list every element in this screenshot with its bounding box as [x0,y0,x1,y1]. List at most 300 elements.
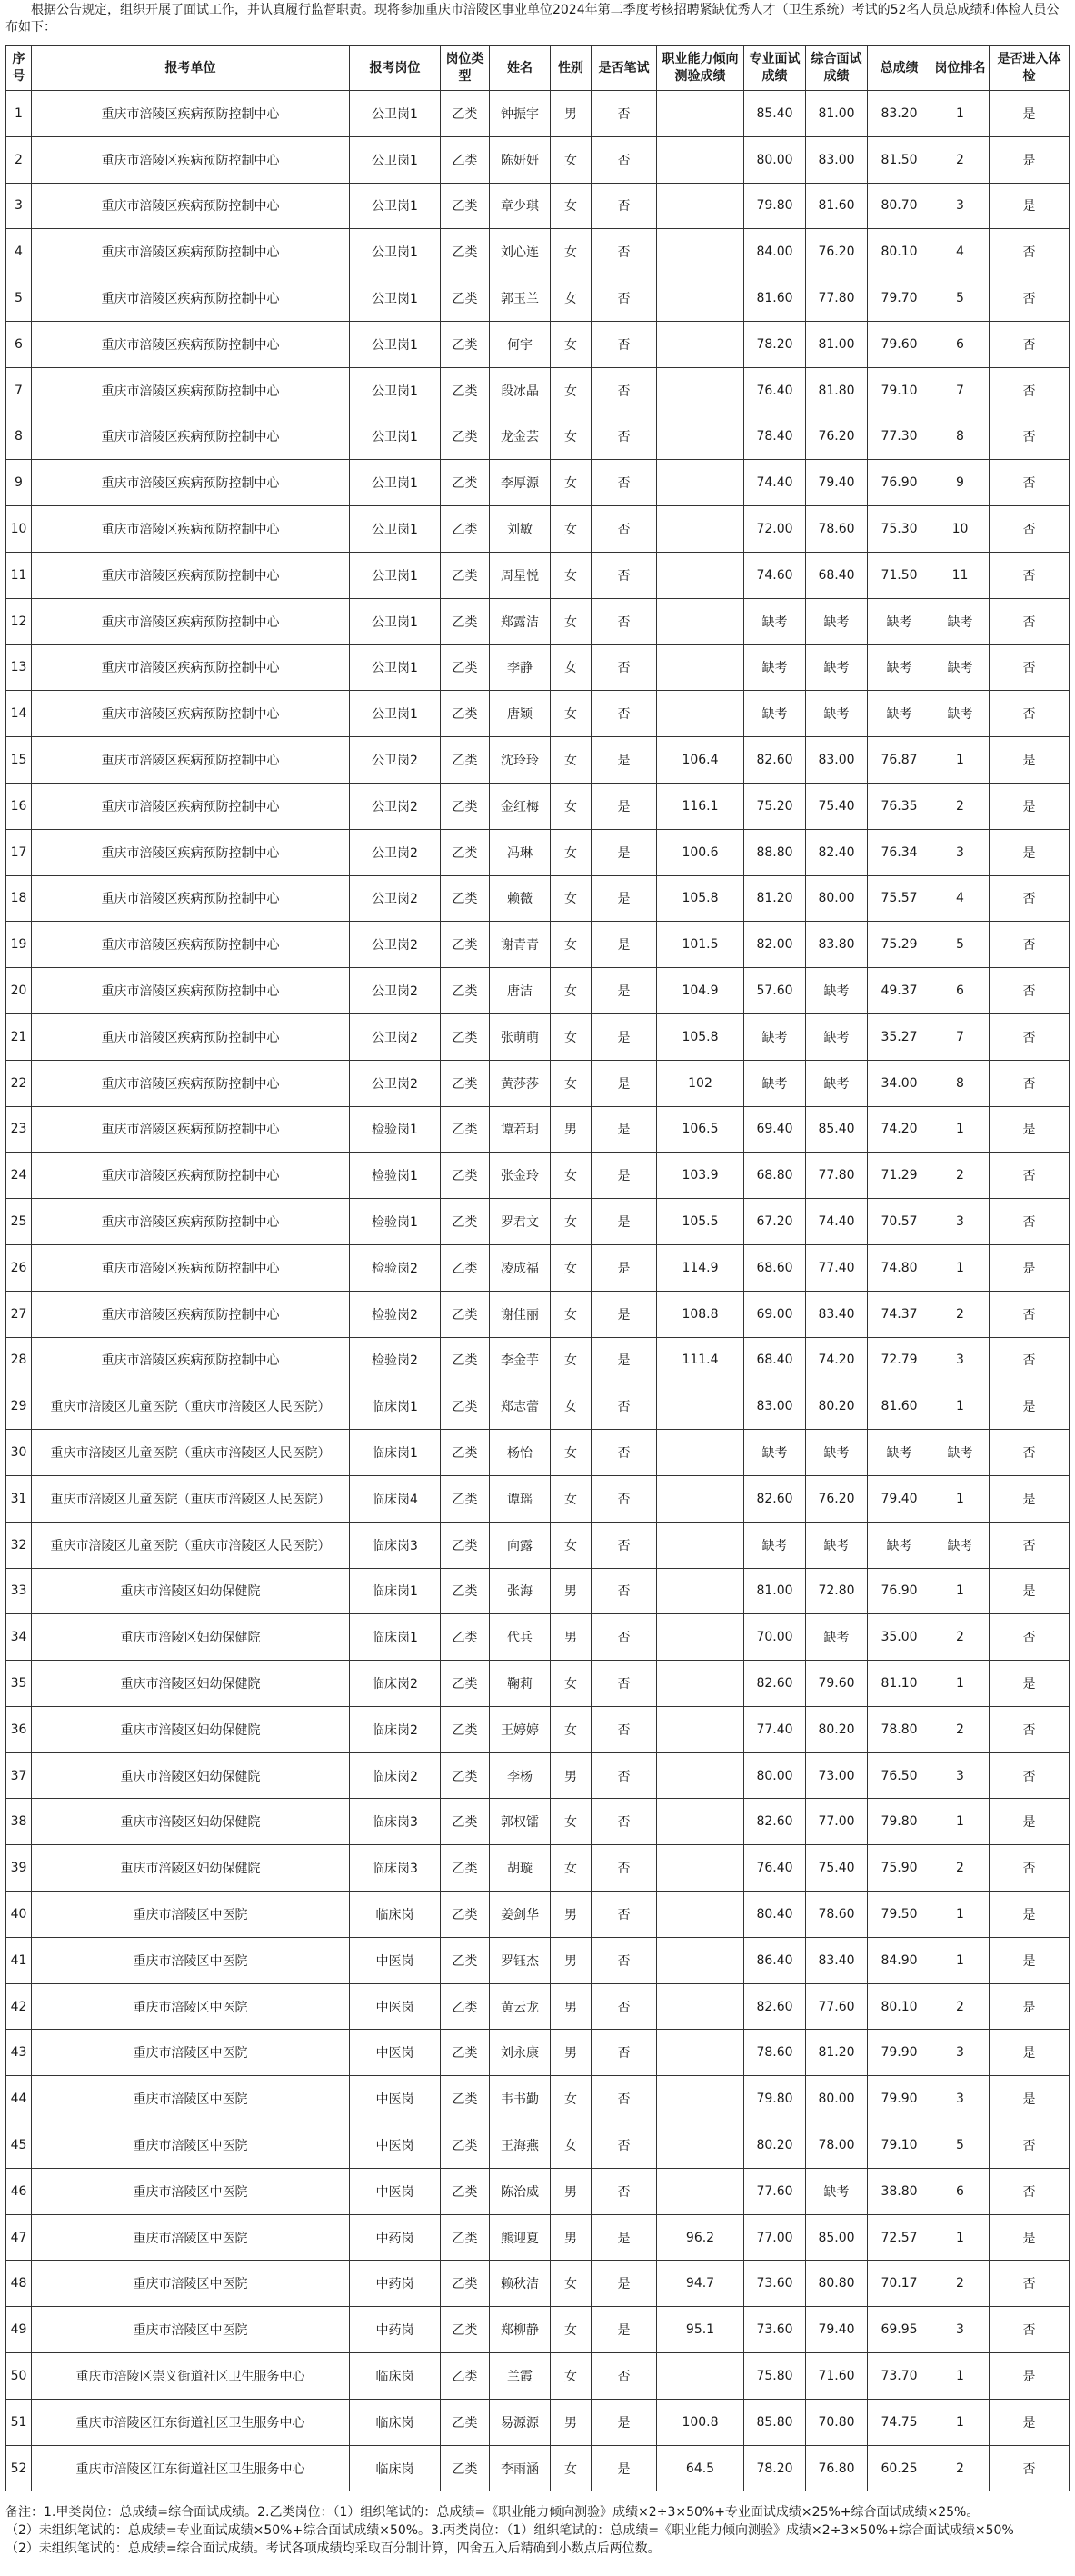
cell-general-interview: 68.40 [806,552,868,598]
cell-written-exam: 否 [592,136,657,183]
cell-index: 29 [6,1383,32,1430]
cell-post-type: 乙类 [441,2076,490,2122]
table-row [6,875,1070,922]
cell-aptitude-score [657,1614,744,1661]
cell-rank: 7 [931,367,990,414]
cell-medical-check: 否 [990,506,1070,553]
cell-unit: 重庆市涪陵区疾病预防控制中心 [32,1199,350,1245]
cell-gender: 女 [551,275,592,322]
cell-aptitude-score [657,1383,744,1430]
cell-index: 44 [6,2076,32,2122]
cell-rank: 1 [931,1892,990,1938]
cell-gender: 女 [551,1661,592,1707]
cell-unit: 重庆市涪陵区中医院 [32,2076,350,2122]
cell-gender: 男 [551,91,592,137]
cell-post-type: 乙类 [441,1430,490,1476]
cell-written-exam: 否 [592,506,657,553]
col-header-gender: 性别 [551,46,592,91]
cell-written-exam: 是 [592,2399,657,2445]
cell-total-score: 79.90 [868,2076,931,2122]
cell-name: 王海燕 [490,2122,551,2169]
cell-index: 30 [6,1430,32,1476]
cell-aptitude-score [657,2168,744,2214]
cell-written-exam: 否 [592,414,657,460]
cell-unit: 重庆市涪陵区疾病预防控制中心 [32,1106,350,1153]
cell-post: 临床岗3 [350,1522,441,1568]
table-row [6,1522,1070,1568]
cell-name: 刘心连 [490,229,551,275]
cell-aptitude-score: 108.8 [657,1291,744,1337]
cell-medical-check: 否 [990,598,1070,644]
cell-gender: 女 [551,2122,592,2169]
cell-aptitude-score [657,598,744,644]
cell-name: 李厚源 [490,460,551,506]
cell-general-interview: 83.40 [806,1291,868,1337]
cell-name: 罗君文 [490,1199,551,1245]
cell-unit: 重庆市涪陵区疾病预防控制中心 [32,1337,350,1383]
cell-general-interview: 71.60 [806,2353,868,2400]
cell-medical-check: 否 [990,2445,1070,2491]
cell-written-exam: 否 [592,1892,657,1938]
cell-written-exam: 否 [592,1706,657,1752]
cell-post: 公卫岗2 [350,1013,441,1060]
cell-rank: 1 [931,1244,990,1291]
cell-written-exam: 否 [592,2076,657,2122]
cell-rank: 6 [931,321,990,367]
cell-professional-interview: 缺考 [744,1013,806,1060]
cell-rank: 1 [931,1937,990,1983]
cell-post: 检验岗2 [350,1291,441,1337]
cell-name: 黄云龙 [490,1983,551,2030]
cell-professional-interview: 80.00 [744,1752,806,1799]
cell-total-score: 74.75 [868,2399,931,2445]
col-header-written-exam: 是否笔试 [592,46,657,91]
cell-professional-interview: 73.60 [744,2307,806,2353]
cell-gender: 女 [551,229,592,275]
cell-post-type: 乙类 [441,1106,490,1153]
cell-general-interview: 77.80 [806,275,868,322]
cell-name: 陈妍妍 [490,136,551,183]
cell-aptitude-score [657,506,744,553]
cell-name: 章少琪 [490,183,551,229]
cell-general-interview: 77.80 [806,1153,868,1199]
col-header-general-interview: 综合面试成绩 [806,46,868,91]
cell-total-score: 78.80 [868,1706,931,1752]
cell-post: 临床岗1 [350,1568,441,1614]
cell-aptitude-score [657,691,744,737]
cell-post-type: 乙类 [441,922,490,968]
cell-unit: 重庆市涪陵区江东街道社区卫生服务中心 [32,2445,350,2491]
table-row [6,1383,1070,1430]
cell-index: 39 [6,1845,32,1892]
cell-name: 郭权镭 [490,1799,551,1845]
cell-gender: 女 [551,1706,592,1752]
cell-total-score: 缺考 [868,691,931,737]
cell-written-exam: 否 [592,2030,657,2076]
cell-medical-check: 是 [990,1892,1070,1938]
table-row [6,2353,1070,2400]
cell-post-type: 乙类 [441,1892,490,1938]
cell-general-interview: 82.40 [806,829,868,875]
cell-written-exam: 否 [592,1983,657,2030]
cell-post-type: 乙类 [441,1475,490,1522]
cell-aptitude-score: 105.8 [657,875,744,922]
cell-rank: 2 [931,1291,990,1337]
cell-aptitude-score [657,275,744,322]
cell-written-exam: 是 [592,737,657,784]
cell-index: 37 [6,1752,32,1799]
cell-gender: 女 [551,183,592,229]
cell-index: 49 [6,2307,32,2353]
cell-post-type: 乙类 [441,691,490,737]
cell-medical-check: 否 [990,1614,1070,1661]
cell-name: 杨怡 [490,1430,551,1476]
cell-written-exam: 是 [592,2445,657,2491]
footnote-line: （2）未组织笔试的：总成绩=综合面试成绩。考试各项成绩均采取百分制计算，四舍五入后精确到小数点后两位数。 [5,2541,661,2556]
cell-total-score: 71.50 [868,552,931,598]
cell-gender: 男 [551,2399,592,2445]
cell-aptitude-score: 105.8 [657,1013,744,1060]
cell-post: 公卫岗1 [350,321,441,367]
cell-written-exam: 否 [592,552,657,598]
cell-gender: 女 [551,1291,592,1337]
cell-medical-check: 否 [990,1153,1070,1199]
cell-general-interview: 缺考 [806,968,868,1014]
cell-index: 27 [6,1291,32,1337]
cell-rank: 1 [931,1661,990,1707]
cell-medical-check: 是 [990,829,1070,875]
cell-written-exam: 否 [592,229,657,275]
cell-medical-check: 否 [990,2307,1070,2353]
cell-gender: 男 [551,1568,592,1614]
table-row [6,691,1070,737]
cell-general-interview: 83.00 [806,136,868,183]
cell-rank: 2 [931,1706,990,1752]
cell-post-type: 乙类 [441,1937,490,1983]
cell-medical-check: 否 [990,414,1070,460]
cell-post: 中医岗 [350,1937,441,1983]
cell-aptitude-score [657,460,744,506]
col-header-professional-interview: 专业面试成绩 [744,46,806,91]
cell-total-score: 71.29 [868,1153,931,1199]
cell-post: 临床岗1 [350,1614,441,1661]
footnote-line: 备注：1.甲类岗位：总成绩=综合面试成绩。2.乙类岗位：（1）组织笔试的：总成绩=《职业能力倾向测验》成绩×2÷3×50%+专业面试成绩×25%+综合面试成绩×25%。 [5,2505,980,2520]
cell-post-type: 乙类 [441,875,490,922]
cell-name: 赖秋洁 [490,2261,551,2307]
cell-rank: 11 [931,552,990,598]
cell-professional-interview: 75.20 [744,783,806,829]
cell-post: 检验岗1 [350,1199,441,1245]
col-header-index: 序号 [6,46,32,91]
cell-medical-check: 否 [990,1430,1070,1476]
cell-unit: 重庆市涪陵区中医院 [32,2261,350,2307]
table-row [6,1475,1070,1522]
cell-general-interview: 74.40 [806,1199,868,1245]
cell-general-interview: 81.80 [806,367,868,414]
cell-unit: 重庆市涪陵区妇幼保健院 [32,1799,350,1845]
cell-unit: 重庆市涪陵区疾病预防控制中心 [32,136,350,183]
cell-written-exam: 否 [592,460,657,506]
cell-medical-check: 是 [990,1661,1070,1707]
cell-index: 42 [6,1983,32,2030]
cell-professional-interview: 70.00 [744,1614,806,1661]
footnote-line: （2）未组织笔试的：总成绩=专业面试成绩×50%+综合面试成绩×50%。3.丙类岗位：（1）组织笔试的：总成绩=《职业能力倾向测验》成绩×2÷3×50%+综合面试成绩×50% [5,2523,1014,2538]
cell-total-score: 81.10 [868,1661,931,1707]
cell-unit: 重庆市涪陵区疾病预防控制中心 [32,91,350,137]
cell-general-interview: 缺考 [806,1614,868,1661]
cell-total-score: 75.90 [868,1845,931,1892]
cell-written-exam: 否 [592,1522,657,1568]
table-row [6,1153,1070,1199]
cell-post-type: 乙类 [441,367,490,414]
cell-professional-interview: 73.60 [744,2261,806,2307]
cell-medical-check: 否 [990,922,1070,968]
cell-name: 唐颖 [490,691,551,737]
table-row [6,1845,1070,1892]
cell-aptitude-score: 103.9 [657,1153,744,1199]
cell-post-type: 乙类 [441,1244,490,1291]
cell-medical-check: 是 [990,1244,1070,1291]
cell-index: 18 [6,875,32,922]
cell-professional-interview: 88.80 [744,829,806,875]
table-row [6,1060,1070,1106]
cell-post-type: 乙类 [441,644,490,691]
cell-general-interview: 83.40 [806,1937,868,1983]
cell-medical-check: 否 [990,968,1070,1014]
cell-general-interview: 78.60 [806,1892,868,1938]
cell-rank: 2 [931,1845,990,1892]
cell-index: 36 [6,1706,32,1752]
cell-written-exam: 是 [592,1060,657,1106]
cell-professional-interview: 68.40 [744,1337,806,1383]
cell-professional-interview: 84.00 [744,229,806,275]
cell-rank: 7 [931,1013,990,1060]
cell-index: 23 [6,1106,32,1153]
cell-post-type: 乙类 [441,1661,490,1707]
cell-post: 公卫岗1 [350,644,441,691]
cell-rank: 4 [931,229,990,275]
cell-index: 31 [6,1475,32,1522]
cell-index: 2 [6,136,32,183]
cell-post: 公卫岗2 [350,829,441,875]
cell-name: 郭玉兰 [490,275,551,322]
table-row [6,1106,1070,1153]
cell-total-score: 74.20 [868,1106,931,1153]
table-row [6,2214,1070,2261]
cell-post: 临床岗3 [350,1845,441,1892]
cell-index: 40 [6,1892,32,1938]
cell-medical-check: 否 [990,1291,1070,1337]
cell-general-interview: 81.00 [806,321,868,367]
cell-post-type: 乙类 [441,1383,490,1430]
cell-post: 中医岗 [350,1983,441,2030]
cell-professional-interview: 78.20 [744,321,806,367]
cell-general-interview: 80.20 [806,1383,868,1430]
cell-post: 临床岗1 [350,1430,441,1476]
cell-medical-check: 否 [990,644,1070,691]
cell-post-type: 乙类 [441,1845,490,1892]
cell-general-interview: 80.80 [806,2261,868,2307]
cell-post-type: 乙类 [441,1983,490,2030]
cell-medical-check: 是 [990,136,1070,183]
cell-rank: 3 [931,183,990,229]
cell-aptitude-score [657,229,744,275]
cell-total-score: 76.90 [868,460,931,506]
table-row [6,1614,1070,1661]
cell-professional-interview: 缺考 [744,1060,806,1106]
cell-rank: 3 [931,829,990,875]
cell-written-exam: 否 [592,1475,657,1522]
cell-aptitude-score: 100.8 [657,2399,744,2445]
cell-rank: 1 [931,1799,990,1845]
cell-aptitude-score [657,1892,744,1938]
cell-general-interview: 80.20 [806,1706,868,1752]
cell-professional-interview: 57.60 [744,968,806,1014]
cell-gender: 女 [551,1845,592,1892]
table-row [6,2307,1070,2353]
cell-written-exam: 否 [592,275,657,322]
cell-name: 谢青青 [490,922,551,968]
table-row [6,91,1070,137]
cell-aptitude-score [657,2030,744,2076]
cell-total-score: 81.50 [868,136,931,183]
cell-aptitude-score [657,367,744,414]
cell-medical-check: 是 [990,1937,1070,1983]
cell-post: 中医岗 [350,2168,441,2214]
cell-written-exam: 是 [592,1153,657,1199]
cell-gender: 女 [551,1383,592,1430]
cell-rank: 8 [931,1060,990,1106]
cell-total-score: 81.60 [868,1383,931,1430]
cell-unit: 重庆市涪陵区疾病预防控制中心 [32,183,350,229]
cell-general-interview: 85.40 [806,1106,868,1153]
cell-medical-check: 是 [990,183,1070,229]
cell-name: 谭瑶 [490,1475,551,1522]
cell-medical-check: 否 [990,2261,1070,2307]
cell-gender: 女 [551,644,592,691]
cell-post-type: 乙类 [441,183,490,229]
cell-post-type: 乙类 [441,1522,490,1568]
cell-gender: 女 [551,506,592,553]
cell-index: 46 [6,2168,32,2214]
cell-name: 陈治威 [490,2168,551,2214]
cell-unit: 重庆市涪陵区疾病预防控制中心 [32,275,350,322]
cell-name: 王婷婷 [490,1706,551,1752]
col-header-name: 姓名 [490,46,551,91]
cell-post-type: 乙类 [441,968,490,1014]
cell-professional-interview: 78.40 [744,414,806,460]
table-row [6,737,1070,784]
cell-rank: 5 [931,922,990,968]
cell-name: 张金玲 [490,1153,551,1199]
cell-post: 检验岗2 [350,1244,441,1291]
cell-rank: 3 [931,2076,990,2122]
cell-written-exam: 是 [592,1337,657,1383]
cell-post-type: 乙类 [441,1153,490,1199]
cell-unit: 重庆市涪陵区妇幼保健院 [32,1661,350,1707]
cell-general-interview: 缺考 [806,1060,868,1106]
table-row [6,1291,1070,1337]
cell-post-type: 乙类 [441,1706,490,1752]
cell-rank: 3 [931,1337,990,1383]
cell-general-interview: 76.20 [806,1475,868,1522]
col-header-aptitude-score: 职业能力倾向测验成绩 [657,46,744,91]
cell-total-score: 75.57 [868,875,931,922]
cell-total-score: 34.00 [868,1060,931,1106]
table-row [6,2030,1070,2076]
cell-total-score: 76.35 [868,783,931,829]
cell-post-type: 乙类 [441,2168,490,2214]
cell-post: 公卫岗1 [350,460,441,506]
cell-written-exam: 是 [592,2307,657,2353]
table-row [6,136,1070,183]
cell-unit: 重庆市涪陵区疾病预防控制中心 [32,552,350,598]
cell-gender: 男 [551,2214,592,2261]
cell-professional-interview: 82.60 [744,1983,806,2030]
cell-aptitude-score [657,2353,744,2400]
footnote [5,2503,1070,2558]
cell-medical-check: 否 [990,367,1070,414]
cell-professional-interview: 67.20 [744,1199,806,1245]
cell-professional-interview: 76.40 [744,367,806,414]
cell-gender: 女 [551,1013,592,1060]
cell-general-interview: 75.40 [806,1845,868,1892]
cell-unit: 重庆市涪陵区中医院 [32,2307,350,2353]
cell-professional-interview: 缺考 [744,644,806,691]
cell-gender: 女 [551,136,592,183]
cell-gender: 女 [551,2445,592,2491]
cell-rank: 缺考 [931,1522,990,1568]
cell-total-score: 80.70 [868,183,931,229]
cell-post: 临床岗2 [350,1752,441,1799]
cell-medical-check: 是 [990,2399,1070,2445]
cell-medical-check: 否 [990,875,1070,922]
cell-unit: 重庆市涪陵区疾病预防控制中心 [32,783,350,829]
cell-post: 临床岗 [350,2445,441,2491]
table-row [6,2076,1070,2122]
cell-gender: 女 [551,552,592,598]
cell-total-score: 79.10 [868,367,931,414]
cell-medical-check: 是 [990,1383,1070,1430]
cell-total-score: 74.37 [868,1291,931,1337]
cell-total-score: 49.37 [868,968,931,1014]
cell-total-score: 35.00 [868,1614,931,1661]
table-row [6,829,1070,875]
cell-post-type: 乙类 [441,2307,490,2353]
cell-post: 公卫岗1 [350,506,441,553]
cell-name: 张海 [490,1568,551,1614]
cell-gender: 女 [551,1799,592,1845]
cell-unit: 重庆市涪陵区崇义街道社区卫生服务中心 [32,2353,350,2400]
table-row [6,1937,1070,1983]
cell-gender: 女 [551,460,592,506]
cell-index: 10 [6,506,32,553]
cell-name: 谢佳丽 [490,1291,551,1337]
cell-professional-interview: 81.20 [744,875,806,922]
cell-gender: 男 [551,1106,592,1153]
cell-post-type: 乙类 [441,2030,490,2076]
cell-name: 沈玲玲 [490,737,551,784]
cell-name: 郑志蕾 [490,1383,551,1430]
cell-rank: 5 [931,2122,990,2169]
cell-general-interview: 80.00 [806,875,868,922]
cell-rank: 6 [931,968,990,1014]
cell-medical-check: 是 [990,1568,1070,1614]
cell-post: 临床岗4 [350,1475,441,1522]
cell-professional-interview: 83.00 [744,1383,806,1430]
cell-rank: 1 [931,2214,990,2261]
cell-written-exam: 否 [592,1661,657,1707]
